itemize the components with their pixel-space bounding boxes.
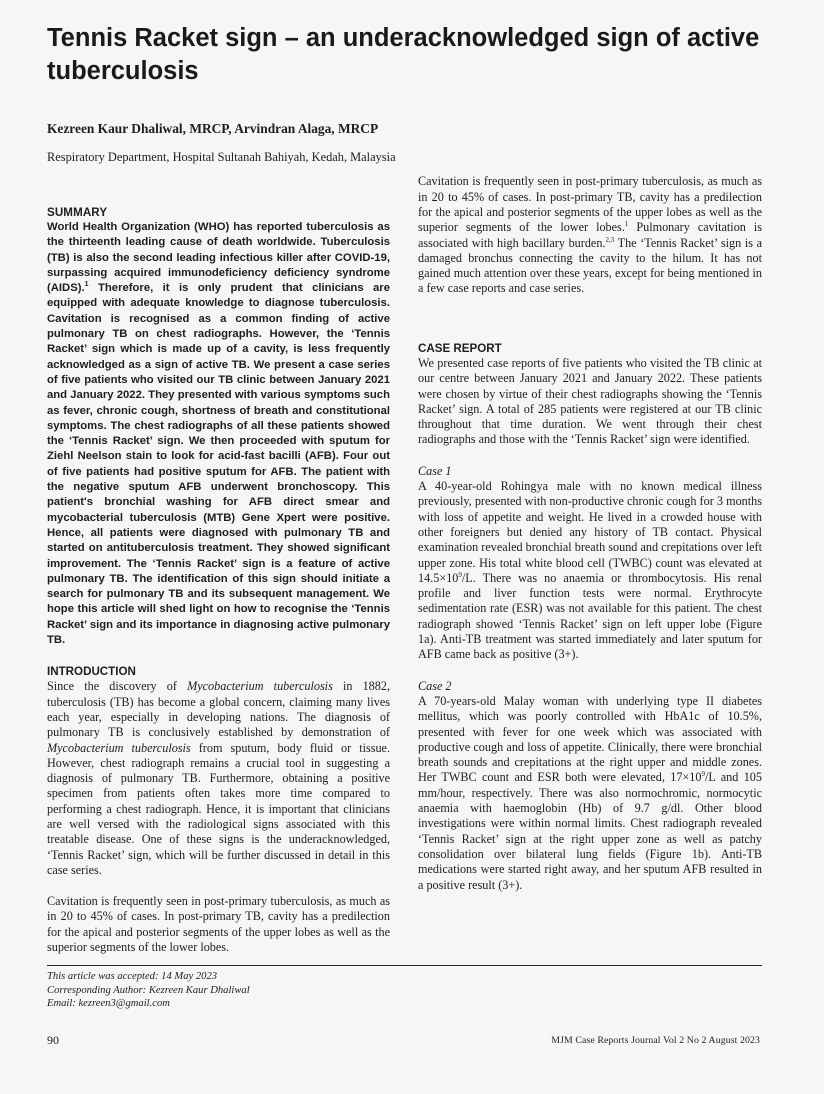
affiliation: Respiratory Department, Hospital Sultanah Bahiyah, Kedah, Malaysia — [47, 150, 396, 164]
introduction-heading: INTRODUCTION — [47, 665, 136, 679]
accepted-date-note: This article was accepted: 14 May 2023 — [47, 971, 218, 982]
intro-p2-flow — [418, 174, 762, 296]
email-note: Email: kezreen3@gmail.com — [47, 998, 170, 1009]
intro-p1-text-a: Since the discovery of — [47, 679, 188, 694]
case-1-text-b: /L. There was no anaemia or thrombocytosis. His renal profile and liver function tests were normal. Erythrocyte sedimentation rate (ESR) was not available for this patient. The chest radiograph showed ‘Tennis Racket’ sign on left upper lobe (Figure 1a). Anti-TB treatment was started immediately and later sputum for AFB came back as positive (3+). — [418, 570, 762, 662]
intro-p1-species-1: Mycobacterium tuberculosis — [187, 679, 333, 694]
intro-p1-species-2: Mycobacterium tuberculosis — [47, 740, 191, 755]
case-report-intro: We presented case reports of five patients who visited the TB clinic at our centre between January 2021 and January 2022. These patients were chosen by virtue of their chest radiographs showing the ‘Tennis Racket’ sign. A total of 285 patients were registered at our TB clinic throughout that time duration. We went through their chest radiographs and those with the ‘Tennis Racket’ sign were identified. — [418, 356, 762, 447]
corresponding-author-note: Corresponding Author: Kezreen Kaur Dhaliwal — [47, 984, 250, 996]
case-1-text-a: A 40-year-old Rohingya male with no known medical illness previously, presented with non-productive chronic cough for 3 months with loss of appetite and weight. He lived in a crowded house with other foreigners but denied any history of TB contact. Physical examination revealed bronchial breath sound and crepitations over left upper zone. His total white blood cell (TWBC) count was elevated at 14.5×10 — [418, 479, 762, 585]
intro-p2-text-a: Cavitation is frequently seen in post-primary tuberculosis, as much as in 20 to 45% of cases. In post-primary TB, cavity has a predilection for the apical and posterior segments of the upper lobes as well as the superior segments of the lower lobes. — [47, 894, 390, 955]
article-title: Tennis Racket sign – an underacknowledged sign of active tuberculosis — [47, 24, 760, 85]
left-column — [47, 205, 391, 955]
summary-text — [47, 220, 390, 648]
case-1-exponent: 9 — [458, 570, 462, 579]
intro-p1-text-b: in 1882, tuberculosis (TB) has become a global concern, claiming many lives each year, especially in developing nations. The diagnosis of pulmonary TB is conclusively established by demonstration of — [47, 679, 390, 740]
intro-p2-text-c: The ‘Tennis Racket’ sign is a damaged bronchus connecting the cavity to the hilum. It has not gained much attention over these years, except for being mentioned in a few case reports and case series. — [418, 235, 762, 296]
introduction-paragraph-1 — [47, 679, 390, 878]
right-column — [418, 174, 763, 893]
intro-p2-ref-1: 1 — [624, 220, 629, 229]
author-list: Kezreen Kaur Dhaliwal, MRCP, Arvindran Alaga, MRCP — [47, 121, 379, 136]
summary-ref-1: 1 — [84, 281, 89, 289]
page-number: 90 — [47, 1033, 59, 1047]
journal-footer: MJM Case Reports Journal Vol 2 No 2 August 2023 — [551, 1035, 760, 1046]
case-2-text-b: /L and 105 mm/hour, respectively. There was also normochromic, normocytic anaemia with haemoglobin (Hb) of 9.7 g/dl. Other blood investigations were within normal limits. Chest radiograph revealed ‘Tennis Racket’ sign at the right upper zone as well as patchy consolidation over bilateral lung fields (Figure 1b). Anti-TB medications were started right away, and her sputum AFB resulted in a positive result (3+). — [418, 770, 762, 892]
case-1-text — [418, 479, 762, 663]
case-2-text — [418, 694, 762, 893]
case-1-heading: Case 1 — [418, 463, 452, 478]
case-2-heading: Case 2 — [418, 678, 452, 693]
summary-heading: SUMMARY — [47, 206, 108, 219]
summary-text-2: Therefore, it is only prudent that clinicians are equipped with adequate knowledge to diagnose tuberculosis. Cavitation is recognised as a common finding of active pulmonary TB on chest radiographs. However, the ‘Tennis Racket’ sign which is made up of a cavity, is less frequently acknowledged as a sign of active TB. We present a case series of five patients who visited our TB clinic between January 2021 and January 2022. They presented with various symptoms such as fever, chronic cough, shortness of breath and constitutional symptoms. The chest radiographs of all these patients showed the ‘Tennis Racket’ sign. We then proceeded with sputum for Ziehl Neelson stain to look for acid-fast bacilli (AFB). Four out of five patients had positive sputum for AFB. The patient with the negative sputum AFB underwent bronchoscopy. This patient's bronchial washing for AFB direct smear and mycobacterial tuberculosis (MTB) Gene Xpert were positive. Hence, all patients were diagnosed with pulmonary TB and started on antituberculosis treatment. They showed significant improvement. The ‘Tennis Racket’ sign is a feature of active pulmonary TB. The identification of this sign should initiate a search for pulmonary TB and its subsequent management. We hope this article will shed light on how to recognise the ‘Tennis Racket’ sign and its importance in diagnosing active pulmonary TB. — [47, 282, 390, 647]
intro-p1-text-c: from sputum, body fluid or tissue. However, chest radiograph remains a crucial tool in suggesting a diagnosis of pulmonary TB. Furthermore, obtaining a positive specimen from patients often takes more time compared to performing a chest radiograph. Hence, it is important that clinicians are well versed with the radiological signs associated with this treatable disease. One of these signs is the underacknowledged, ‘Tennis Racket’ sign, which will be further discussed in detail in this case series. — [47, 740, 391, 877]
footnote-divider — [47, 965, 762, 966]
intro-p2-text-a-cont: Cavitation is frequently seen in post-primary tuberculosis, as much as in 20 to 45% of cases. In post-primary TB, cavity has a predilection for the apical and posterior segments of the upper lobes as well as the superior segments of the lower lobes. — [418, 174, 762, 235]
case-2-text-a: A 70-years-old Malay woman with underlying type II diabetes mellitus, which was poorly controlled with HbA1c of 10.5%, presented with fever for one week which was associated with productive cough and loss of appetite. Clinically, there were bronchial breath sounds and crepitations at the right upper and middle zones. Her TWBC count and ESR both were elevated, 17×10 — [418, 693, 762, 785]
introduction-paragraph-2-continued — [418, 174, 763, 312]
intro-p2-ref-2: 2,3 — [605, 235, 615, 244]
intro-p2-text-b: Pulmonary cavitation is associated with high bacillary burden. — [418, 220, 763, 250]
case-report-heading: CASE REPORT — [418, 342, 502, 355]
introduction-paragraph-2-start — [47, 894, 390, 955]
case-2-exponent: 9 — [701, 770, 705, 779]
footnotes — [47, 970, 447, 1011]
summary-text-1: World Health Organization (WHO) has reported tuberculosis as the thirteenth leading cause of death worldwide. Tuberculosis (TB) is also the second leading infectious killer after COVID-19, surpassing acquired immunodeficiency deficiency syndrome (AIDS). — [47, 221, 390, 295]
